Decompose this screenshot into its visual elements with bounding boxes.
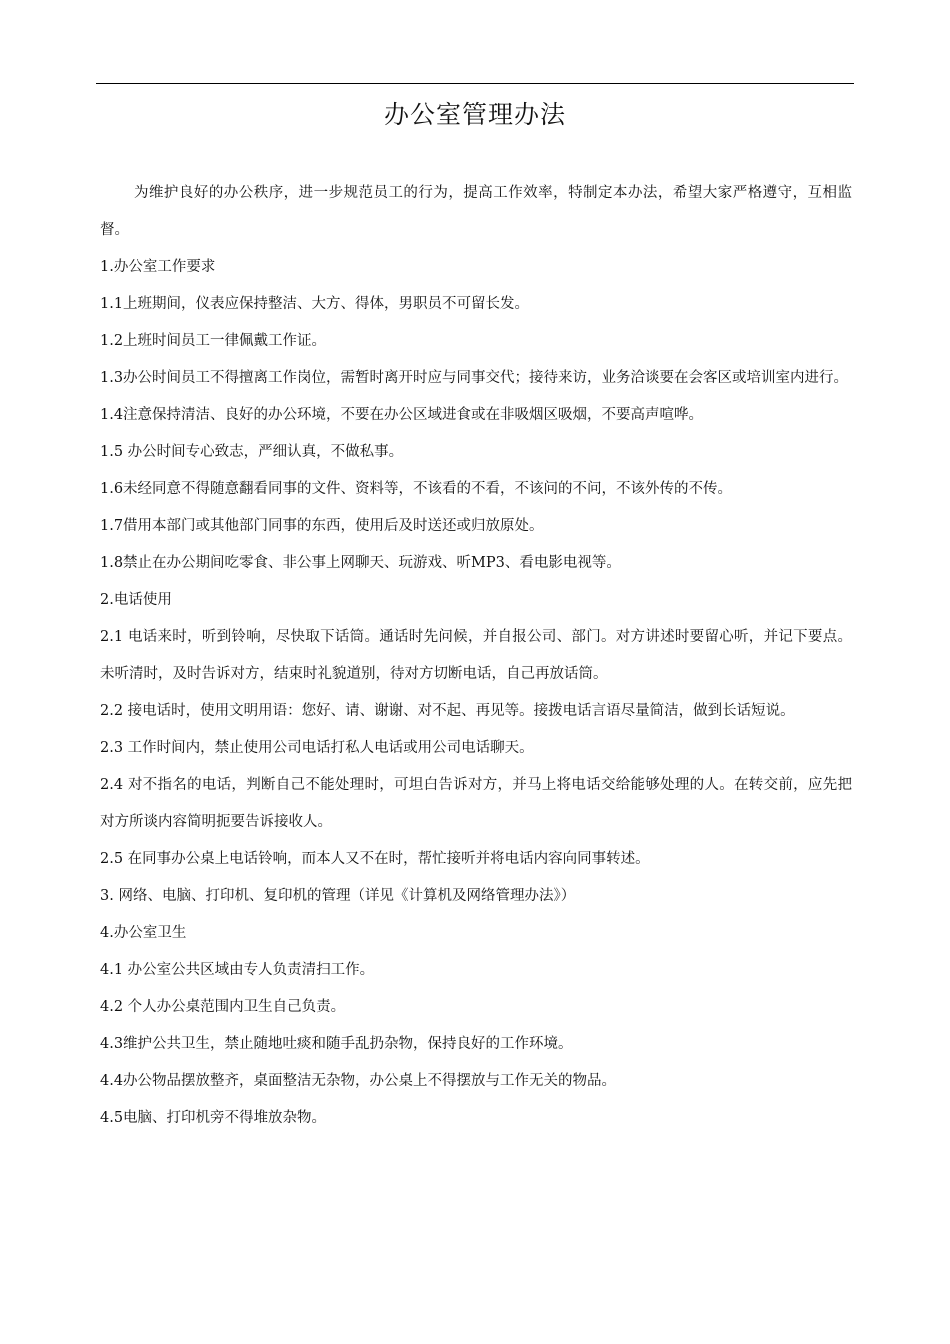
- document-paragraph: 为维护良好的办公秩序，进一步规范员工的行为，提高工作效率，特制定本办法，希望大家严格遵守，互相监督。: [100, 185, 852, 238]
- document-paragraph: 2.5 在同事办公桌上电话铃响，而本人又不在时，帮忙接听并将电话内容向同事转述。: [100, 851, 650, 867]
- document-paragraph: 2.3 工作时间内，禁止使用公司电话打私人电话或用公司电话聊天。: [100, 740, 534, 756]
- document-paragraph: 1.办公室工作要求: [100, 259, 216, 275]
- header-rule: [96, 83, 854, 84]
- document-paragraph: 1.5 办公时间专心致志，严细认真，不做私事。: [100, 444, 404, 460]
- document-paragraph: 2.4 对不指名的电话，判断自己不能处理时，可坦白告诉对方，并马上将电话交给能够处理的人。在转交前，应先把对方所谈内容简明扼要告诉接收人。: [100, 777, 852, 830]
- document-paragraph: 2.1 电话来时，听到铃响，尽快取下话筒。通话时先问候，并自报公司、部门。对方讲述时要留心听，并记下要点。未听清时，及时告诉对方，结束时礼貌道别，待对方切断电话，自己再放话筒。: [100, 629, 852, 682]
- document-paragraph: 2.电话使用: [100, 592, 172, 608]
- document-body: [100, 175, 852, 1137]
- document-paragraph: 1.2上班时间员工一律佩戴工作证。: [100, 333, 327, 349]
- page-title: 办公室管理办法: [383, 100, 566, 129]
- document-paragraph: 1.8禁止在办公期间吃零食、非公事上网聊天、玩游戏、听MP3、看电影电视等。: [100, 555, 621, 571]
- document-paragraph: 1.7借用本部门或其他部门同事的东西，使用后及时送还或归放原处。: [100, 518, 544, 534]
- document-paragraph: 1.3办公时间员工不得擅离工作岗位，需暂时离开时应与同事交代；接待来访，业务洽谈要在会客区或培训室内进行。: [100, 370, 849, 386]
- document-paragraph: 4.3维护公共卫生，禁止随地吐痰和随手乱扔杂物，保持良好的工作环境。: [100, 1036, 573, 1052]
- document-paragraph: 2.2 接电话时，使用文明用语：您好、请、谢谢、对不起、再见等。接拨电话言语尽量简洁，做到长话短说。: [100, 703, 795, 719]
- document-paragraph: 1.1上班期间，仪表应保持整洁、大方、得体，男职员不可留长发。: [100, 296, 530, 312]
- document-paragraph: 1.6未经同意不得随意翻看同事的文件、资料等，不该看的不看，不该问的不问，不该外传的不传。: [100, 481, 733, 497]
- document-paragraph: 4.4办公物品摆放整齐，桌面整洁无杂物，办公桌上不得摆放与工作无关的物品。: [100, 1073, 617, 1089]
- document-paragraph: 4.2 个人办公桌范围内卫生自己负责。: [100, 999, 346, 1015]
- document-paragraph: 1.4注意保持清洁、良好的办公环境，不要在办公区域进食或在非吸烟区吸烟，不要高声喧哗。: [100, 407, 704, 423]
- document-paragraph: 3. 网络、电脑、打印机、复印机的管理（详见《计算机及网络管理办法》）: [100, 888, 576, 904]
- document-paragraph: 4.5电脑、打印机旁不得堆放杂物。: [100, 1110, 327, 1126]
- document-paragraph: 4.1 办公室公共区域由专人负责清扫工作。: [100, 962, 375, 978]
- document-paragraph: 4.办公室卫生: [100, 925, 187, 941]
